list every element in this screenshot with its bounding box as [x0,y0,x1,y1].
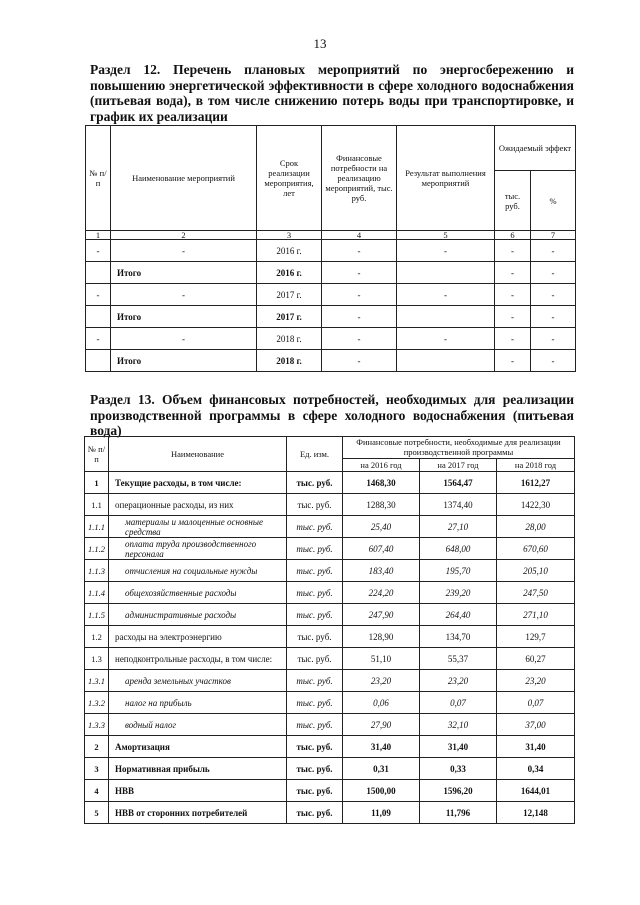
table-row [85,626,575,648]
col-header-name: Наименование мероприятий [111,126,257,231]
table-row [85,604,575,626]
row-num: 1.2 [85,626,109,648]
row-effect-pct: - [531,328,576,350]
table-row [85,692,575,714]
row-num: 1.1.3 [85,560,109,582]
row-period: 2017 г. [257,284,322,306]
table-row [85,582,575,604]
col-header-unit: Ед. изм. [287,437,343,472]
row-num: 1.1.5 [85,604,109,626]
row-num: - [86,328,111,350]
row-num: 1 [85,472,109,494]
row-value-2016: 1468,30 [343,472,420,494]
table-row [86,240,576,262]
row-value-2016: 1500,00 [343,780,420,802]
column-number: 1 [86,231,111,240]
table-row [85,736,575,758]
row-value-2017: 27,10 [420,516,497,538]
table-row [85,560,575,582]
row-value-2016: 51,10 [343,648,420,670]
row-result [397,262,495,284]
row-value-2018: 129,7 [497,626,575,648]
table-row [86,284,576,306]
row-num: 4 [85,780,109,802]
row-value-2017: 23,20 [420,670,497,692]
row-effect-pct: - [531,284,576,306]
row-value-2016: 31,40 [343,736,420,758]
col-header-effect-rub: тыс. руб. [495,171,531,231]
row-value-2017: 55,37 [420,648,497,670]
row-value-2017: 11,796 [420,802,497,824]
section-13-body [85,472,575,824]
row-period: 2017 г. [257,306,322,328]
column-number: 5 [397,231,495,240]
row-value-2018: 31,40 [497,736,575,758]
row-value-2017: 31,40 [420,736,497,758]
row-value-2018: 670,60 [497,538,575,560]
col-header-effect: Ожидаемый эффект [495,126,576,171]
row-name: Нормативная прибыль [109,758,287,780]
row-value-2017: 239,20 [420,582,497,604]
row-value-2017: 1374,40 [420,494,497,516]
col-header-2017: на 2017 год [420,458,497,471]
table-row [85,494,575,516]
row-num: 3 [85,758,109,780]
row-value-2018: 247,50 [497,582,575,604]
table-row [86,306,576,328]
row-effect-pct: - [531,240,576,262]
row-unit: тыс. руб. [287,494,343,516]
row-period: 2018 г. [257,328,322,350]
row-unit: тыс. руб. [287,802,343,824]
row-value-2018: 23,20 [497,670,575,692]
row-num: 1.1.2 [85,538,109,560]
row-unit: тыс. руб. [287,626,343,648]
row-unit: тыс. руб. [287,560,343,582]
column-number: 6 [495,231,531,240]
row-name: операционные расходы, из них [109,494,287,516]
row-value-2016: 247,90 [343,604,420,626]
row-name: материалы и малоценные основные средства [109,516,287,538]
row-value-2018: 1644,01 [497,780,575,802]
row-period: 2016 г. [257,262,322,284]
col-header-finance: Финансовые потребности, необходимые для реализации производственной программы [343,437,575,459]
table-row [86,262,576,284]
col-header-result: Результат выполнения мероприятий [397,126,495,231]
row-effect-rub: - [495,240,531,262]
row-effect-pct: - [531,262,576,284]
row-name: Итого [111,262,257,284]
col-header-2018: на 2018 год [497,458,575,471]
row-finance: - [322,262,397,284]
column-number: 2 [111,231,257,240]
row-name: общехозяйственные расходы [109,582,287,604]
row-name: аренда земельных участков [109,670,287,692]
row-name: - [111,284,257,306]
row-name: НВВ [109,780,287,802]
row-value-2016: 25,40 [343,516,420,538]
row-num [86,350,111,372]
col-header-name: Наименование [109,437,287,472]
row-value-2016: 224,20 [343,582,420,604]
table-row [85,648,575,670]
row-value-2016: 11,09 [343,802,420,824]
row-value-2016: 23,20 [343,670,420,692]
row-unit: тыс. руб. [287,758,343,780]
row-name: - [111,240,257,262]
row-unit: тыс. руб. [287,648,343,670]
table-row [85,780,575,802]
row-value-2018: 37,00 [497,714,575,736]
col-header-num: № п/п [86,126,111,231]
row-result: - [397,328,495,350]
row-num: - [86,240,111,262]
table-row [85,516,575,538]
row-num: 1.1.1 [85,516,109,538]
table-row [86,328,576,350]
row-unit: тыс. руб. [287,582,343,604]
row-finance: - [322,328,397,350]
row-value-2016: 0,06 [343,692,420,714]
row-name: административные расходы [109,604,287,626]
col-header-2016: на 2016 год [343,458,420,471]
row-value-2017: 1564,47 [420,472,497,494]
row-num: 1.1 [85,494,109,516]
row-name: Амортизация [109,736,287,758]
row-num: 1.3.1 [85,670,109,692]
row-value-2017: 1596,20 [420,780,497,802]
col-header-finance: Финансовые потребности на реализацию мероприятий, тыс. руб. [322,126,397,231]
row-value-2016: 27,90 [343,714,420,736]
row-name: - [111,328,257,350]
row-value-2017: 264,40 [420,604,497,626]
row-unit: тыс. руб. [287,670,343,692]
table-row [86,350,576,372]
row-value-2018: 1612,27 [497,472,575,494]
row-unit: тыс. руб. [287,472,343,494]
row-name: налог на прибыль [109,692,287,714]
row-name: НВВ от сторонних потребителей [109,802,287,824]
row-effect-pct: - [531,306,576,328]
row-value-2018: 60,27 [497,648,575,670]
row-effect-rub: - [495,328,531,350]
row-value-2016: 1288,30 [343,494,420,516]
row-unit: тыс. руб. [287,604,343,626]
col-header-effect-pct: % [531,171,576,231]
row-name: Текущие расходы, в том числе: [109,472,287,494]
row-num: 1.3 [85,648,109,670]
col-header-period: Срок реализации мероприятия, лет [257,126,322,231]
row-effect-rub: - [495,306,531,328]
table-row [85,802,575,824]
row-finance: - [322,284,397,306]
section-12-body [86,240,576,372]
row-finance: - [322,240,397,262]
table-row [85,472,575,494]
row-value-2016: 607,40 [343,538,420,560]
column-number: 7 [531,231,576,240]
row-result [397,350,495,372]
row-name: оплата труда производственного персонала [109,538,287,560]
row-num: 1.1.4 [85,582,109,604]
row-period: 2016 г. [257,240,322,262]
section-12-title: Раздел 12. Перечень плановых мероприятий по энергосбережению и повышению энергетической эффективности в сфере холодного водоснабжения (питьевая вода), в том числе снижению потерь воды при транспортировке, и график их реализации [90,62,574,124]
row-result: - [397,240,495,262]
row-value-2016: 0,31 [343,758,420,780]
table-row [85,714,575,736]
row-unit: тыс. руб. [287,692,343,714]
row-value-2017: 0,33 [420,758,497,780]
page-number: 13 [313,36,327,51]
row-finance: - [322,350,397,372]
row-name: Итого [111,306,257,328]
table-row [85,538,575,560]
row-result [397,306,495,328]
row-value-2018: 0,34 [497,758,575,780]
row-num [86,306,111,328]
section-12-table [85,125,576,372]
row-unit: тыс. руб. [287,538,343,560]
row-num: - [86,284,111,306]
row-unit: тыс. руб. [287,780,343,802]
row-unit: тыс. руб. [287,736,343,758]
section-13-table [84,436,575,824]
row-value-2017: 648,00 [420,538,497,560]
row-period: 2018 г. [257,350,322,372]
table-row [85,670,575,692]
row-effect-pct: - [531,350,576,372]
row-name: Итого [111,350,257,372]
row-value-2018: 205,10 [497,560,575,582]
column-number-row [86,231,576,240]
row-num: 1.3.2 [85,692,109,714]
row-num: 1.3.3 [85,714,109,736]
row-finance: - [322,306,397,328]
row-name: отчисления на социальные нужды [109,560,287,582]
row-name: расходы на электроэнергию [109,626,287,648]
row-value-2016: 128,90 [343,626,420,648]
column-number: 3 [257,231,322,240]
row-value-2018: 28,00 [497,516,575,538]
table-row [85,758,575,780]
row-effect-rub: - [495,284,531,306]
row-unit: тыс. руб. [287,714,343,736]
row-num: 5 [85,802,109,824]
row-value-2017: 134,70 [420,626,497,648]
row-num [86,262,111,284]
row-value-2018: 12,148 [497,802,575,824]
row-value-2017: 195,70 [420,560,497,582]
row-unit: тыс. руб. [287,516,343,538]
row-value-2018: 0,07 [497,692,575,714]
col-header-num: № п/п [85,437,109,472]
row-value-2017: 0,07 [420,692,497,714]
column-number: 4 [322,231,397,240]
row-value-2018: 271,10 [497,604,575,626]
row-value-2017: 32,10 [420,714,497,736]
row-effect-rub: - [495,350,531,372]
row-result: - [397,284,495,306]
row-num: 2 [85,736,109,758]
row-name: неподконтрольные расходы, в том числе: [109,648,287,670]
row-name: водный налог [109,714,287,736]
row-value-2016: 183,40 [343,560,420,582]
row-value-2018: 1422,30 [497,494,575,516]
section-13-title: Раздел 13. Объем финансовых потребностей, необходимых для реализации производственной программы в сфере холодного водоснабжения (питьевая вода) [90,392,574,438]
row-effect-rub: - [495,262,531,284]
